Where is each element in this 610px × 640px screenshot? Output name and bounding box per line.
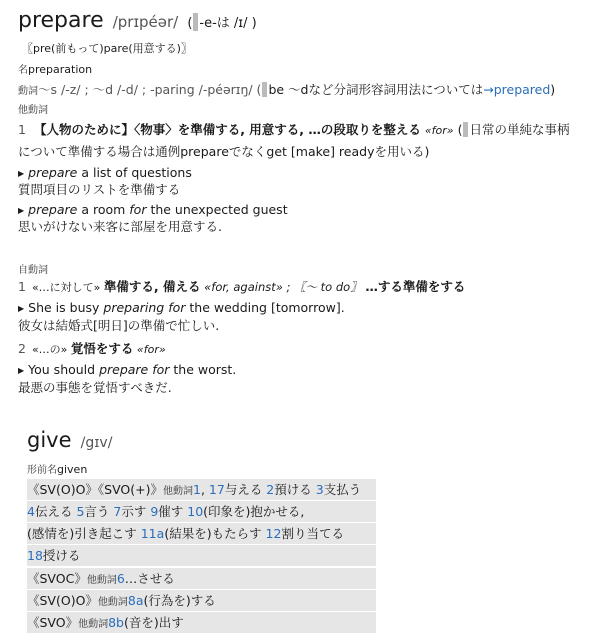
pronunciation: /prɪpéər/: [112, 13, 179, 31]
example-text: the unexpected guest: [146, 202, 288, 217]
pron-note: -e-は /ɪ/ ): [199, 16, 257, 31]
form-line: [27, 461, 87, 476]
sense-index-row: [27, 501, 376, 522]
vi-example-1-translation: 彼女は結婚式[明日]の準備で忙しい.: [18, 318, 220, 333]
example-1-translation: 質問項目のリストを準備する: [18, 182, 181, 197]
sense-link[interactable]: 5: [76, 504, 85, 519]
entry-header-prepare: [18, 8, 257, 33]
sense-link[interactable]: 3: [315, 482, 324, 497]
pattern: 《SV(O)O》: [27, 593, 98, 608]
example-text: You should: [28, 362, 100, 377]
sense-index-row: [27, 590, 376, 611]
intransitive-label: 自動詞: [18, 265, 48, 276]
sense-gloss: 伝える: [34, 504, 77, 519]
sense-gloss: 催す: [158, 504, 188, 519]
text-cursor: [262, 82, 267, 97]
sense-link[interactable]: 18: [27, 548, 43, 563]
pos-label: 他動詞: [97, 597, 128, 608]
etymology: 〖pre(前もって)pare(用意する)〗: [22, 42, 192, 55]
entry-header-give: [27, 428, 112, 452]
sense-link[interactable]: 1: [193, 482, 201, 497]
example-keyword: prepare for: [99, 362, 170, 377]
vi-example-2[interactable]: [18, 362, 236, 377]
sense-note-2: について準備する場合は通例prepareでなくget [make] readyを用いる): [18, 144, 430, 159]
sense-gloss: 【人物のために】〈物事〉を準備する, 用意する, …の段取りを整える: [33, 122, 421, 137]
vi-prep: «for, against» ; 〖〜 to do〗: [200, 280, 366, 294]
sense-number: 1: [18, 122, 26, 137]
sense-note-1: 日常の単純な事柄: [469, 122, 570, 137]
sense-index-row: [27, 612, 376, 633]
pos-label: 他動詞: [163, 486, 193, 497]
example-text: a room: [77, 202, 130, 217]
example-keyword: for: [129, 202, 147, 217]
vi-sense-2: [18, 339, 166, 357]
note-open: (: [457, 122, 463, 137]
example-1[interactable]: [18, 165, 192, 180]
inflection-line: [18, 80, 555, 98]
example-keyword: preparing for: [103, 300, 186, 315]
headword: prepare: [18, 8, 104, 33]
vi-pre: «…に対して»: [31, 281, 104, 294]
example-2[interactable]: [18, 202, 288, 217]
preposition-for: «for»: [424, 124, 454, 137]
sense-link[interactable]: 11a: [140, 526, 165, 541]
noun-label: 名: [18, 65, 28, 76]
inflection-label: 動詞: [18, 86, 38, 97]
vi-sense-1: [18, 277, 465, 295]
sense-gloss: 割り当てる: [281, 526, 344, 541]
form-label: 形前名: [27, 465, 57, 476]
text-cursor: [463, 122, 468, 137]
vi-gloss-2: …する準備をする: [365, 279, 466, 294]
pattern: 《SV(O)O》《SVO(+)》: [27, 482, 163, 497]
sense-link[interactable]: 8b: [108, 615, 124, 630]
sense-gloss: 与える: [224, 482, 267, 497]
vi-prep: «for»: [133, 343, 166, 356]
example-text: the worst.: [169, 362, 237, 377]
pos-label: 他動詞: [86, 575, 117, 586]
pattern: 《SVO》: [27, 615, 79, 630]
sense-link[interactable]: 8a: [127, 593, 144, 608]
example-keyword: prepare: [28, 202, 78, 217]
headword: give: [27, 428, 72, 452]
pos-label: 他動詞: [78, 619, 109, 630]
prepared-link[interactable]: →prepared: [483, 82, 551, 97]
example-2-translation: 思いがけない来客に部屋を用意する.: [18, 219, 222, 234]
sense-link[interactable]: 10: [187, 504, 204, 519]
sense-index-row: [27, 479, 376, 500]
sense-gloss: 預ける: [274, 482, 316, 497]
sense-index-row: [27, 523, 376, 544]
sense-link[interactable]: 9: [150, 504, 159, 519]
noun-form: preparation: [28, 63, 93, 76]
sense-index-row: [27, 568, 376, 589]
sense-link[interactable]: 7: [113, 504, 122, 519]
inflection-close: ): [550, 82, 556, 97]
triangle-icon: ▶: [18, 169, 25, 178]
triangle-icon: ▶: [18, 304, 25, 313]
sense-link[interactable]: 12: [265, 526, 282, 541]
sense-gloss: (音を)出す: [124, 615, 184, 630]
sense-gloss: …させる: [124, 571, 175, 586]
example-text: She is busy: [28, 300, 104, 315]
vi-example-2-translation: 最悪の事態を覚悟すべきだ.: [18, 380, 172, 395]
sense-gloss: (行為を)する: [143, 593, 216, 608]
vi-example-1[interactable]: [18, 300, 345, 315]
sense-gloss: 言う: [84, 504, 114, 519]
triangle-icon: ▶: [18, 366, 25, 375]
example-text: the wedding [tomorrow].: [185, 300, 345, 315]
sense-link[interactable]: 2: [266, 482, 275, 497]
noun-form-line: [18, 61, 92, 76]
vi-pre: «…の»: [31, 343, 71, 356]
pron-note-open: (: [187, 16, 193, 31]
sense-link[interactable]: 6: [116, 571, 125, 586]
sense-1: [18, 120, 569, 138]
inflection-text: 〜s /-z/ ; 〜d /-d/ ; -paring /-péərɪŋ/ (: [38, 82, 262, 97]
text-cursor: [193, 13, 198, 31]
sense-gloss: (感情を)引き起こす: [27, 526, 141, 541]
sense-gloss: 示す: [121, 504, 151, 519]
form-value: given: [57, 463, 88, 476]
triangle-icon: ▶: [18, 206, 25, 215]
inflection-note: be 〜dなど分詞形容詞用法については: [268, 82, 484, 97]
sense-gloss: (印象を)抱かせる,: [203, 504, 305, 519]
sense-gloss: 支払う: [323, 482, 362, 497]
pronunciation: /gɪv/: [80, 435, 113, 451]
sense-number: 1: [18, 279, 26, 294]
sense-link[interactable]: 17: [208, 482, 225, 497]
example-text: a list of questions: [77, 165, 192, 180]
transitive-label: 他動詞: [18, 105, 48, 116]
example-keyword: prepare: [28, 165, 78, 180]
sense-gloss: (結果を)もたらす: [164, 526, 266, 541]
separator: ,: [200, 482, 209, 497]
sense-gloss: 授ける: [42, 548, 81, 563]
sense-index-row: [27, 545, 376, 566]
vi-gloss: 準備する, 備える: [103, 279, 201, 294]
sense-link[interactable]: 4: [27, 504, 35, 519]
vi-gloss: 覚悟をする: [70, 341, 134, 356]
sense-number: 2: [18, 341, 26, 356]
pattern: 《SVOC》: [27, 571, 87, 586]
